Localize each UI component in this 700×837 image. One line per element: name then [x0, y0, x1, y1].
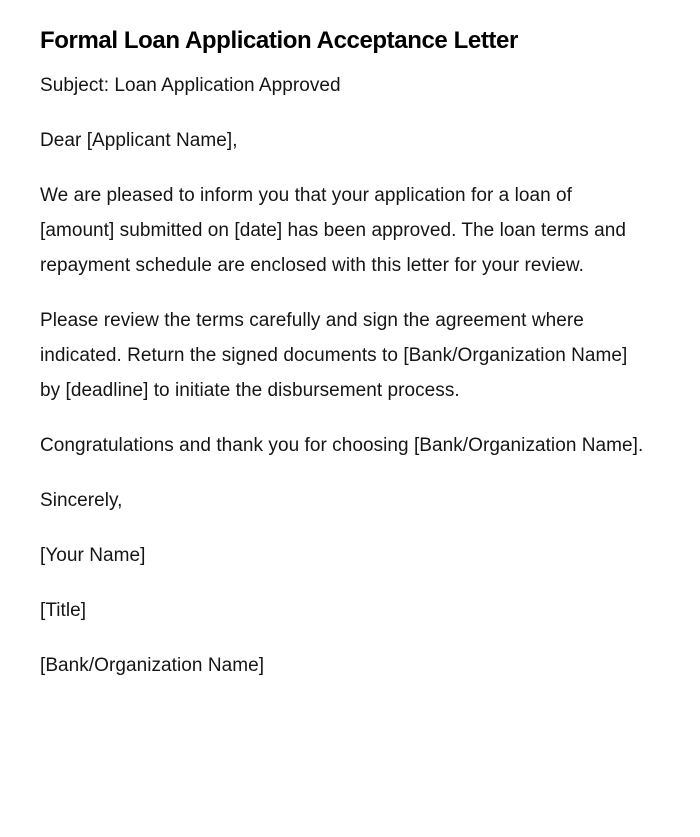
signature-organization: [Bank/Organization Name]	[40, 655, 265, 676]
salutation: Dear [Applicant Name],	[40, 130, 238, 151]
body-paragraph-thanks: Congratulations and thank you for choosing [Bank/Organization Name].	[40, 435, 644, 456]
letter-title: Formal Loan Application Acceptance Letter	[40, 27, 518, 54]
closing: Sincerely,	[40, 490, 123, 511]
subject-line: Subject: Loan Application Approved	[40, 75, 341, 96]
body-paragraph-instructions: Please review the terms carefully and sign the agreement where indicated. Return the signed documents to [Bank/Organization Name] by [deadline] to initiate the disbursement process.	[40, 310, 628, 401]
signature-name: [Your Name]	[40, 545, 146, 566]
signature-title: [Title]	[40, 600, 87, 621]
body-paragraph-approval: We are pleased to inform you that your application for a loan of [amount] submitted on [date] has been approved. The loan terms and repayment schedule are enclosed with this letter for your review.	[40, 185, 626, 276]
